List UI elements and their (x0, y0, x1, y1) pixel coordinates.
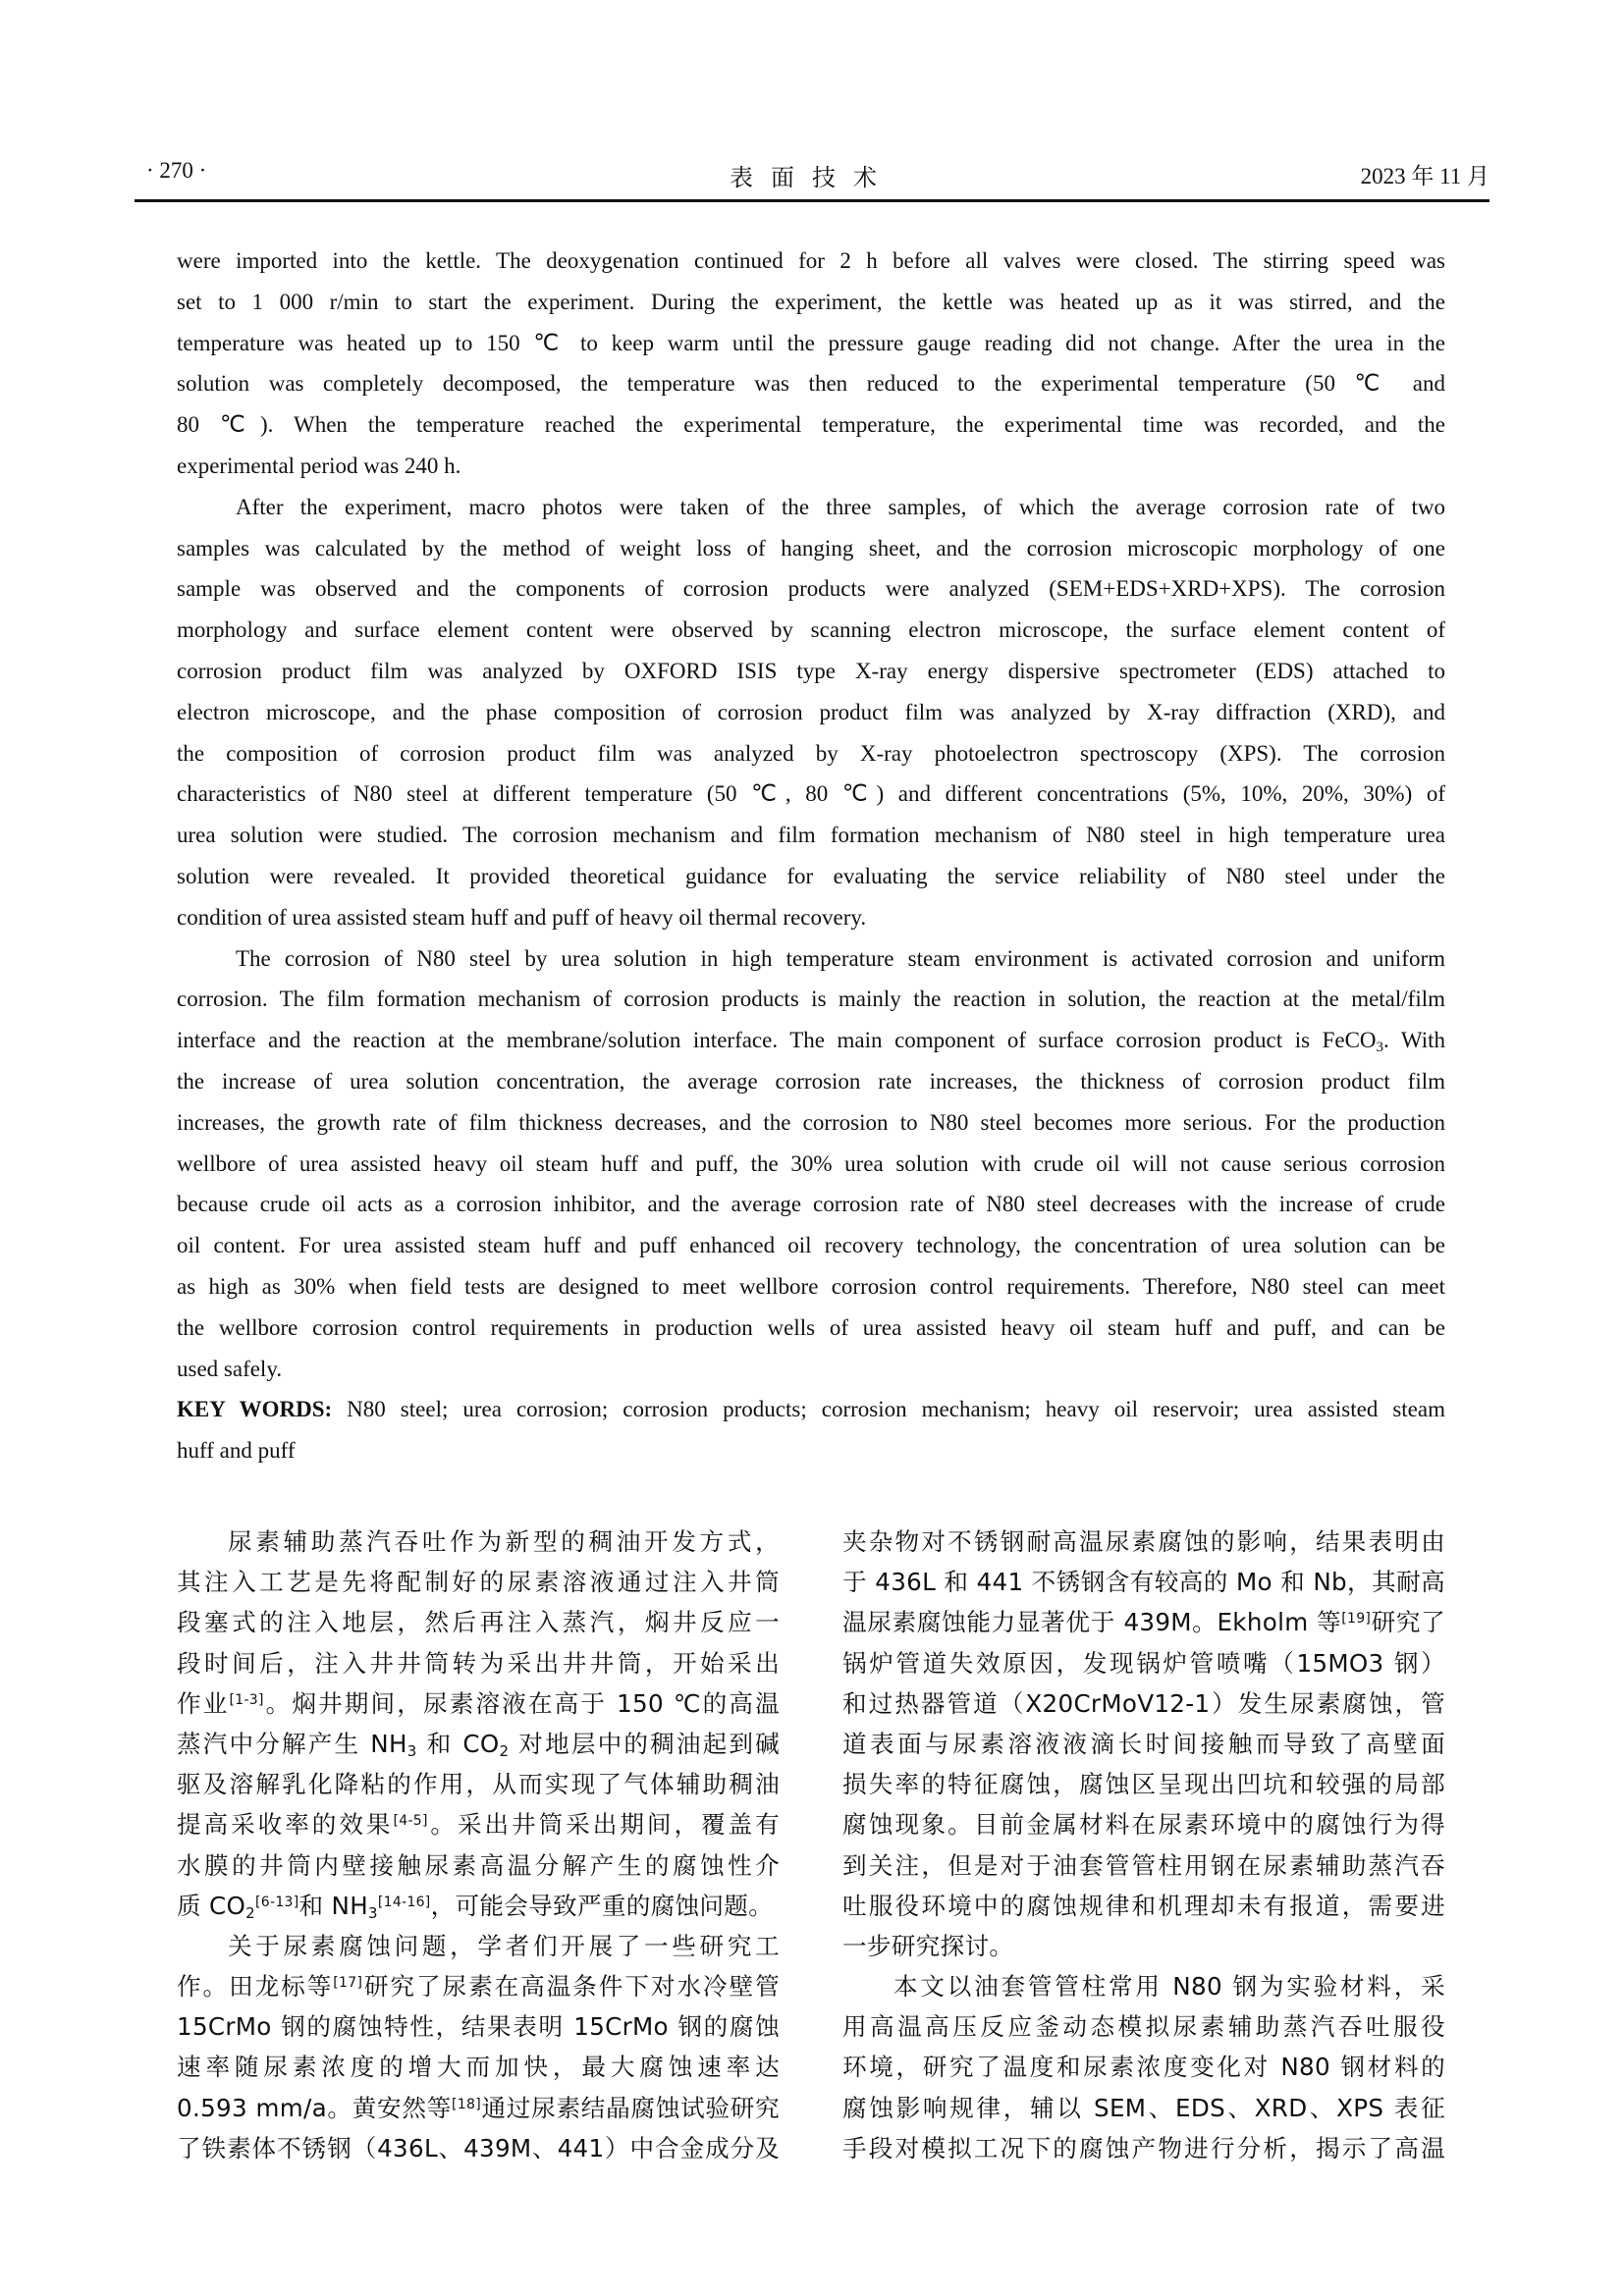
citation-ref[interactable]: [17] (333, 1975, 363, 1992)
body-text-line: 于 436L 和 441 不锈钢含有较高的 Mo 和 Nb，其耐高 (842, 1568, 1445, 1597)
body-text-line: 质 $CO_2[6-13]$和 $NH_3[14-16]$，可能会导致严重的腐蚀问题。 (177, 1891, 774, 1922)
text-line: increases, the growth rate of film thickness decreases, and the corrosion to N80 steel becomes more serious. For the production (177, 1109, 1445, 1135)
text-line: solution were revealed. It provided theoretical guidance for evaluating the service reliability of N80 steel under the (177, 863, 1445, 888)
body-text-line: 锅炉管道失效原因，发现锅炉管喷嘴（15MO3 钢） (842, 1648, 1445, 1678)
abstract-paragraph (177, 487, 1445, 938)
issue-date: 2023 年 11 月 (1360, 164, 1489, 188)
text-line: corrosion product film was analyzed by OXFORD ISIS type X-ray energy dispersive spectrometer (EDS) attached to (177, 658, 1445, 683)
body-text-line: 腐蚀现象。目前金属材料在尿素环境中的腐蚀行为得 (842, 1810, 1445, 1840)
citation-ref[interactable]: [6-13] (255, 1894, 299, 1910)
text-line: were imported into the kettle. The deoxygenation continued for 2 h before all valves were closed. The stirring speed was (177, 248, 1445, 273)
journal-title: 表面技术 (730, 164, 894, 191)
keywords (177, 1389, 1445, 1430)
body-text-line: 手段对模拟工况下的腐蚀产物进行分析，揭示了高温 (842, 2133, 1445, 2163)
body-text-line: 驱及溶解乳化降粘的作用，从而实现了气体辅助稠油 (177, 1770, 780, 1799)
running-header (135, 154, 1489, 203)
text-line: corrosion. The film formation mechanism of corrosion products is mainly the reaction in solution, the reaction at the metal/film (177, 987, 1445, 1012)
text-line: solution was completely decomposed, the temperature was then reduced to the experimental temperature (50 ℃ and (177, 371, 1445, 397)
text-line: samples was calculated by the method of weight loss of hanging sheet, and the corrosion microscopic morphology of one (177, 535, 1445, 561)
body-text-line: 温尿素腐蚀能力显著优于 439M。Ekholm 等[19]研究了 (842, 1608, 1445, 1637)
body-text-line: 到关注，但是对于油套管管柱用钢在尿素辅助蒸汽吞 (842, 1850, 1445, 1880)
body-text-line: 腐蚀影响规律，辅以 SEM、EDS、XRD、XPS 表征 (842, 2093, 1445, 2122)
text-line: morphology and surface element content were observed by scanning electron microscope, the surface element content of (177, 617, 1445, 643)
keywords-label: KEY WORDS: (177, 1397, 333, 1422)
text-line: condition of urea assisted steam huff and puff of heavy oil thermal recovery. (177, 904, 867, 930)
body-text-line: 用高温高压反应釜动态模拟尿素辅助蒸汽吞吐服役 (842, 2012, 1445, 2042)
body-column-left (177, 1522, 780, 2168)
body-text-line: 环境，研究了温度和尿素浓度变化对 N80 钢材料的 (842, 2053, 1445, 2082)
citation-ref[interactable]: [1-3] (229, 1691, 264, 1708)
text-line: experimental period was 240 h. (177, 453, 461, 478)
text-line: wellbore of urea assisted heavy oil steam huff and puff, the 30% urea solution with crude oil will not cause serious corrosion (177, 1150, 1445, 1176)
body-column-right (842, 1522, 1445, 2168)
keywords-text-continued: huff and puff (177, 1438, 296, 1464)
body-text-line: 水膜的井筒内壁接触尿素高温分解产生的腐蚀性介 (177, 1850, 780, 1880)
text-line: sample was observed and the components of corrosion products were analyzed (SEM+EDS+XRD+XPS). The corrosion (177, 576, 1445, 602)
text-line: set to 1 000 r/min to start the experiment. During the experiment, the kettle was heated up as it was stirred, and the (177, 289, 1445, 314)
text-line: After the experiment, macro photos were taken of the three samples, of which the average corrosion rate of two (236, 494, 1445, 519)
text-line: because crude oil acts as a corrosion inhibitor, and the average corrosion rate of N80 steel decreases with the increase of crude (177, 1192, 1445, 1217)
body-text-line: 一步研究探讨。 (842, 1931, 1014, 1960)
text-line: as high as 30% when field tests are designed to meet wellbore corrosion control requirements. Therefore, N80 steel can meet (177, 1273, 1445, 1299)
text-line: 80 ℃). When the temperature reached the experimental temperature, the experimental time was recorded, and the (177, 412, 1445, 438)
body-text-line: 夹杂物对不锈钢耐高温尿素腐蚀的影响，结果表明由 (842, 1527, 1445, 1556)
body-text-line: 作。田龙标等[17]研究了尿素在高温条件下对水冷壁管 (177, 1972, 780, 2002)
citation-ref[interactable]: [14-16] (377, 1894, 431, 1910)
text-line: urea solution were studied. The corrosion mechanism and film formation mechanism of N80 steel in high temperature urea (177, 823, 1445, 848)
text-line: temperature was heated up to 150 ℃ to keep warm until the pressure gauge reading did not change. After the urea in the (177, 330, 1445, 355)
body-text-line: 和过热器管道（X20CrMoV12-1）发生尿素腐蚀，管 (842, 1688, 1445, 1718)
citation-ref[interactable]: [18] (452, 2096, 481, 2112)
citation-ref[interactable]: [4-5] (393, 1813, 428, 1830)
abstract-paragraph (177, 938, 1445, 1390)
body-text-line: 段塞式的注入地层，然后再注入蒸汽，焖井反应一 (177, 1608, 780, 1637)
body-text-line: 道表面与尿素溶液液滴长时间接触而导致了高壁面 (842, 1729, 1445, 1758)
body-text-line: 其注入工艺是先将配制好的尿素溶液通过注入井筒 (177, 1568, 780, 1597)
body-text-line: 关于尿素腐蚀问题，学者们开展了一些研究工 (228, 1931, 780, 1960)
body-text-line: 损失率的特征腐蚀，腐蚀区呈现出凹坑和较强的局部 (842, 1770, 1445, 1799)
text-line: the wellbore corrosion control requirements in production wells of urea assisted heavy oil steam huff and puff, and can be (177, 1314, 1445, 1340)
keywords-text: N80 steel; urea corrosion; corrosion products; corrosion mechanism; heavy oil reservoir; urea assisted steam (332, 1397, 1445, 1422)
citation-ref[interactable]: [19] (1341, 1611, 1372, 1628)
abstract-paragraph (177, 240, 1445, 487)
text-line: electron microscope, and the phase composition of corrosion product film was analyzed by X-ray diffraction (XRD), and (177, 699, 1445, 724)
body-text-line: 速率随尿素浓度的增大而加快，最大腐蚀速率达 (177, 2053, 780, 2082)
text-line: The corrosion of N80 steel by urea solution in high temperature steam environment is activated corrosion and uniform (236, 945, 1445, 971)
body-text-line: 段时间后，注入井井筒转为采出井井筒，开始采出 (177, 1648, 780, 1678)
text-line: used safely. (177, 1356, 283, 1381)
text-line: characteristics of N80 steel at different temperature (50 ℃, 80 ℃) and different concentrations (5%, 10%, 20%, 30%) of (177, 781, 1445, 807)
page-number: · 270 · (146, 158, 207, 183)
body-text-line: 尿素辅助蒸汽吞吐作为新型的稠油开发方式， (228, 1527, 780, 1556)
english-abstract (177, 240, 1445, 1471)
body-text-line: 了铁素体不锈钢（436L、439M、441）中合金成分及 (177, 2133, 780, 2163)
text-line: the composition of corrosion product film was analyzed by X-ray photoelectron spectroscopy (XPS). The corrosion (177, 740, 1445, 766)
text-line: interface and the reaction at the membrane/solution interface. The main component of surface corrosion product is FeCO$_3$. With (177, 1028, 1445, 1056)
body-text-line: 蒸汽中分解产生 $NH_3$ 和 $CO_2$ 对地层中的稠油起到碱 (177, 1729, 780, 1760)
text-line: oil content. For urea assisted steam huff and puff enhanced oil recovery technology, the concentration of urea solution can be (177, 1233, 1445, 1258)
body-text-line: 本文以油套管管柱常用 N80 钢为实验材料，采 (893, 1972, 1445, 2002)
body-text-line: 提高采收率的效果[4-5]。采出井筒采出期间，覆盖有 (177, 1810, 781, 1840)
header-rule (135, 199, 1489, 202)
body-text-line: 0.593 mm/a。黄安然等[18]通过尿素结晶腐蚀试验研究 (177, 2093, 780, 2122)
body-text-line: 吐服役环境中的腐蚀规律和机理却未有报道，需要进 (842, 1891, 1445, 1920)
body-text-line: 作业[1-3]。焖井期间，尿素溶液在高于 150 ℃的高温 (177, 1688, 780, 1718)
body-text-line: 15CrMo 钢的腐蚀特性，结果表明 15CrMo 钢的腐蚀 (177, 2012, 780, 2042)
text-line: the increase of urea solution concentration, the average corrosion rate increases, the thickness of corrosion product film (177, 1068, 1445, 1094)
